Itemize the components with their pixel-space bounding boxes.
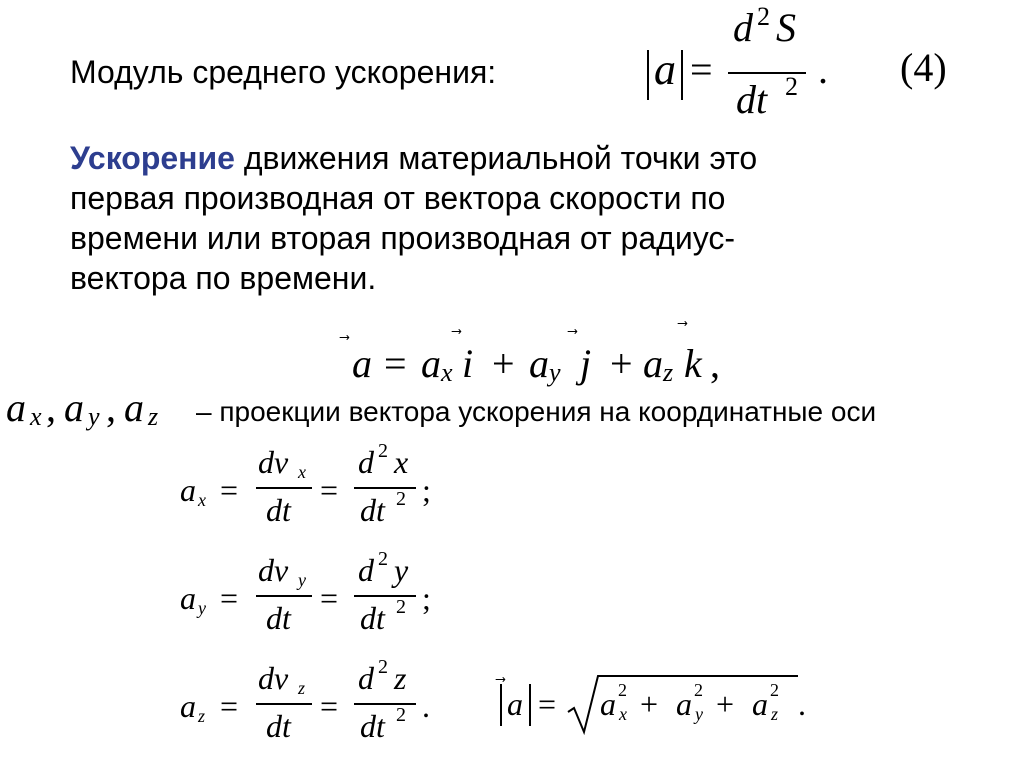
proj-sy: y [88,402,100,431]
comp-dt: dt [266,600,291,636]
abs-bar-right [681,50,683,100]
comp-var: z [394,660,407,696]
definition-line: вектора по времени. [70,260,377,296]
vec-ax: a [421,341,441,386]
fraction-bar [354,487,416,489]
comp-dt2: dt [360,492,385,528]
fraction-bar [256,595,312,597]
proj-sx: x [30,402,42,431]
proj-sz: z [148,402,159,431]
comp-dt2: dt [360,708,385,744]
mag-a: a [507,686,523,722]
comp-d: d [358,552,374,588]
comp-sub: x [198,490,206,510]
comp-end: ; [422,472,431,508]
vec-k: k [684,341,702,386]
vec-sz: z [663,358,674,387]
vec-i: i [462,341,474,386]
vec-eq: = [384,341,407,386]
comp-dt: dt [266,708,291,744]
mag-dot: . [798,686,806,722]
comp-vsub: y [298,570,306,590]
comp-exp2: 2 [396,488,406,510]
comp-d: d [358,660,374,696]
comp-eq2: = [320,688,339,724]
formula-eq: = [690,47,713,92]
proj-ay: a [64,385,84,430]
definition-keyword: Ускорение [70,140,235,176]
formula-lhs: a [654,45,676,94]
formula-num-d: d [733,5,753,50]
comp-exp: 2 [378,548,388,570]
mag-plus2: + [716,686,735,722]
proj-az: a [124,385,144,430]
comp-exp2: 2 [396,704,406,726]
proj-c1: , [46,385,56,430]
mag-term-sub: x [619,704,627,724]
formula-num-exp: 2 [757,2,770,31]
definition-line: первая производная от вектора скорости по [70,180,726,216]
mag-term-exp: 2 [618,680,627,700]
comp-eq1: = [220,472,239,508]
formula-den: dt [736,77,768,122]
vec-az: a [643,341,663,386]
mag-term-sub: y [695,704,703,724]
mag-term-a: a [676,686,692,722]
abs-bar-left [647,50,649,100]
comp-eq1: = [220,580,239,616]
fraction-bar [354,703,416,705]
mag-term-sub: z [771,704,779,724]
heading-label: Модуль среднего ускорения: [70,54,497,90]
comp-sub: z [198,706,206,726]
comp-vsub: x [298,462,306,482]
comp-dt: dt [266,492,291,528]
mag-plus1: + [640,686,659,722]
comp-dv: dv [258,552,289,588]
abs-bar-left [500,684,502,726]
comp-vsub: z [298,678,306,698]
vec-comma: , [710,341,720,386]
comp-a: a [180,472,196,508]
mag-term-exp: 2 [770,680,779,700]
comp-dv: dv [258,660,289,696]
vec-plus1: + [492,341,515,386]
comp-exp2: 2 [396,596,406,618]
mag-term-exp: 2 [694,680,703,700]
comp-eq2: = [320,472,339,508]
comp-sub: y [198,598,206,618]
comp-a: a [180,688,196,724]
comp-dt2: dt [360,600,385,636]
proj-c2: , [106,385,116,430]
comp-d: d [358,444,374,480]
vec-ay: a [529,341,549,386]
comp-exp: 2 [378,440,388,462]
projections-text: – проекции вектора ускорения на координатные оси [196,396,877,427]
comp-end: . [422,688,430,724]
equation-number: (4) [900,45,947,90]
formula-num-var: S [776,5,796,50]
definition-text: движения материальной точки это [234,140,758,176]
fraction-bar [354,595,416,597]
definition-line: времени или вторая производная от радиус- [70,220,735,256]
comp-var: x [394,444,409,480]
comp-end: ; [422,580,431,616]
proj-ax: a [6,385,26,430]
vec-sx: x [441,358,453,387]
comp-a: a [180,580,196,616]
mag-term-a: a [600,686,616,722]
mag-eq: = [538,686,557,722]
formula-den-exp: 2 [785,72,798,101]
definition-paragraph [70,138,970,298]
vec-a: a [352,341,372,386]
vec-j: j [580,341,592,386]
comp-var: y [394,552,409,588]
abs-bar-right [529,684,531,726]
comp-eq2: = [320,580,339,616]
comp-eq1: = [220,688,239,724]
comp-dv: dv [258,444,289,480]
fraction-bar [256,487,312,489]
fraction-bar [256,703,312,705]
vec-plus2: + [610,341,633,386]
vec-sy: y [549,358,561,387]
definition-line [70,138,970,178]
comp-exp: 2 [378,656,388,678]
formula-dot: . [818,47,828,92]
mag-term-a: a [752,686,768,722]
